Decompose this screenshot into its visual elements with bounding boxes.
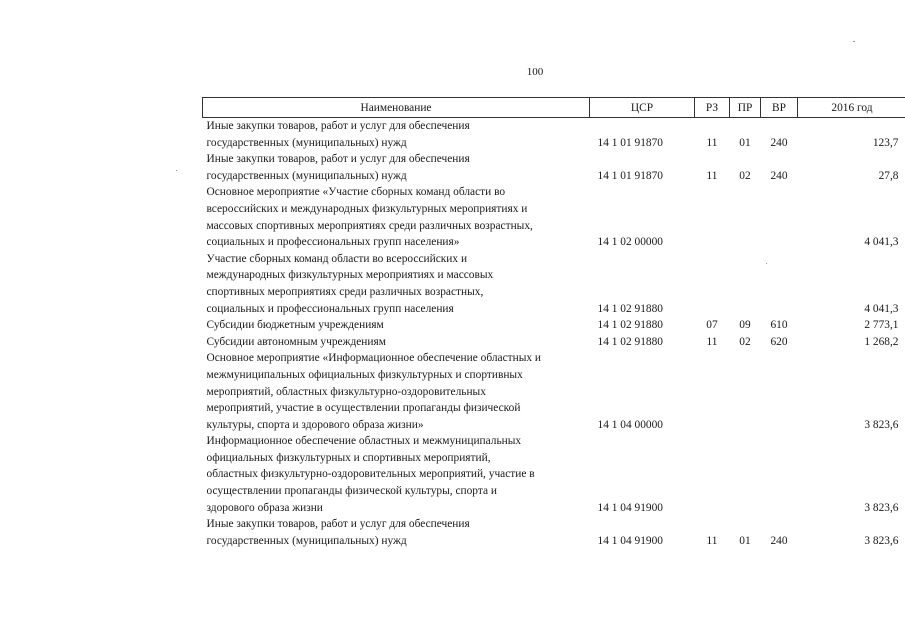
header-csr: ЦСР bbox=[590, 98, 695, 118]
row-amount: 1 268,2 bbox=[864, 335, 899, 348]
row-csr: 14 1 02 91880 bbox=[597, 335, 663, 348]
row-csr: 14 1 02 91880 bbox=[597, 319, 663, 332]
row-amount: 3 823,6 bbox=[864, 534, 899, 547]
row-rz: 07 bbox=[706, 319, 718, 332]
row-pr: 01 bbox=[739, 534, 751, 547]
row-vr bbox=[761, 184, 798, 250]
row-csr: 14 1 02 91880 bbox=[597, 302, 663, 315]
table-header-row bbox=[203, 98, 905, 118]
table-row bbox=[203, 334, 905, 351]
row-pr: 09 bbox=[739, 319, 751, 332]
page-number: 100 bbox=[526, 66, 544, 78]
row-name: Субсидии бюджетным учреждениям bbox=[206, 319, 384, 332]
row-name: Иные закупки товаров, работ и услуг для обеспечения государственных (муниципальных) нужд bbox=[206, 518, 470, 547]
row-vr bbox=[761, 350, 798, 433]
row-vr: 240 bbox=[770, 169, 788, 182]
row-csr: 14 1 04 91900 bbox=[597, 534, 663, 547]
row-pr: 02 bbox=[739, 169, 751, 182]
row-amount: 3 823,6 bbox=[864, 418, 899, 431]
row-name: Информационное обеспечение областных и межмуниципальных официальных физкультурных и спортивных мероприятий, областных физкультурно-оздоровительных мероприятий, участие в осуществлении пропаганды физической культуры, спорта и здорового образа жизни bbox=[206, 435, 535, 514]
row-amount: 4 041,3 bbox=[864, 302, 899, 315]
row-csr: 14 1 01 91870 bbox=[597, 169, 663, 182]
row-csr: 14 1 02 00000 bbox=[597, 236, 663, 249]
row-pr bbox=[730, 433, 761, 516]
row-rz: 11 bbox=[706, 534, 718, 547]
row-name: Иные закупки товаров, работ и услуг для обеспечения государственных (муниципальных) нужд bbox=[206, 120, 470, 149]
row-amount: 123,7 bbox=[872, 136, 899, 149]
table-row bbox=[203, 350, 905, 433]
row-rz bbox=[695, 433, 730, 516]
row-pr: 02 bbox=[739, 335, 751, 348]
row-amount: 27,8 bbox=[878, 169, 899, 182]
row-pr: 01 bbox=[739, 136, 751, 149]
row-rz: 11 bbox=[706, 335, 718, 348]
row-pr bbox=[730, 251, 761, 317]
row-vr: 240 bbox=[770, 136, 788, 149]
scan-speck bbox=[176, 170, 177, 171]
row-name: Основное мероприятие «Информационное обеспечение областных и межмуниципальных официальных физкультурных и спортивных мероприятий, областных физкультурно-оздоровительных мероприятий, участие в осуществлении пропаганды физической культуры, спорта и здорового образа жизни» bbox=[206, 352, 542, 431]
table-row bbox=[203, 118, 905, 152]
row-rz: 11 bbox=[706, 136, 718, 149]
row-rz bbox=[695, 184, 730, 250]
header-vr: ВР bbox=[761, 98, 798, 118]
table-row bbox=[203, 151, 905, 184]
table-row bbox=[203, 251, 905, 317]
row-rz bbox=[695, 350, 730, 433]
row-name: Субсидии автономным учреждениям bbox=[206, 335, 386, 348]
row-name: Иные закупки товаров, работ и услуг для обеспечения государственных (муниципальных) нужд bbox=[206, 153, 470, 182]
row-amount: 3 823,6 bbox=[864, 501, 899, 514]
row-csr: 14 1 01 91870 bbox=[597, 136, 663, 149]
header-rz: РЗ bbox=[695, 98, 730, 118]
table-row bbox=[203, 433, 905, 516]
row-vr: 620 bbox=[770, 335, 788, 348]
header-year: 2016 год bbox=[798, 98, 905, 118]
row-csr: 14 1 04 91900 bbox=[597, 501, 663, 514]
table-row bbox=[203, 516, 905, 549]
header-name: Наименование bbox=[203, 98, 590, 118]
row-rz: 11 bbox=[706, 169, 718, 182]
row-pr bbox=[730, 184, 761, 250]
row-name: Участие сборных команд области во всероссийских и международных физкультурных мероприятиях и массовых спортивных мероприятиях среди различных возрастных, социальных и профессиональных групп населения bbox=[206, 252, 494, 315]
budget-table bbox=[202, 97, 905, 549]
row-amount: 4 041,3 bbox=[864, 236, 899, 249]
row-amount: 2 773,1 bbox=[864, 319, 899, 332]
table-row bbox=[203, 184, 905, 250]
row-vr: 610 bbox=[770, 319, 788, 332]
row-name: Основное мероприятие «Участие сборных команд области во всероссийских и международных физкультурных мероприятиях и массовых спортивных мероприятиях среди различных возрастных, социальных и профессиональных групп населения» bbox=[206, 186, 533, 249]
table-row bbox=[203, 317, 905, 334]
row-csr: 14 1 04 00000 bbox=[597, 418, 663, 431]
header-pr: ПР bbox=[730, 98, 761, 118]
row-vr: 240 bbox=[770, 534, 788, 547]
row-rz bbox=[695, 251, 730, 317]
row-vr bbox=[761, 251, 798, 317]
scan-speck bbox=[853, 41, 855, 42]
row-vr bbox=[761, 433, 798, 516]
row-pr bbox=[730, 350, 761, 433]
